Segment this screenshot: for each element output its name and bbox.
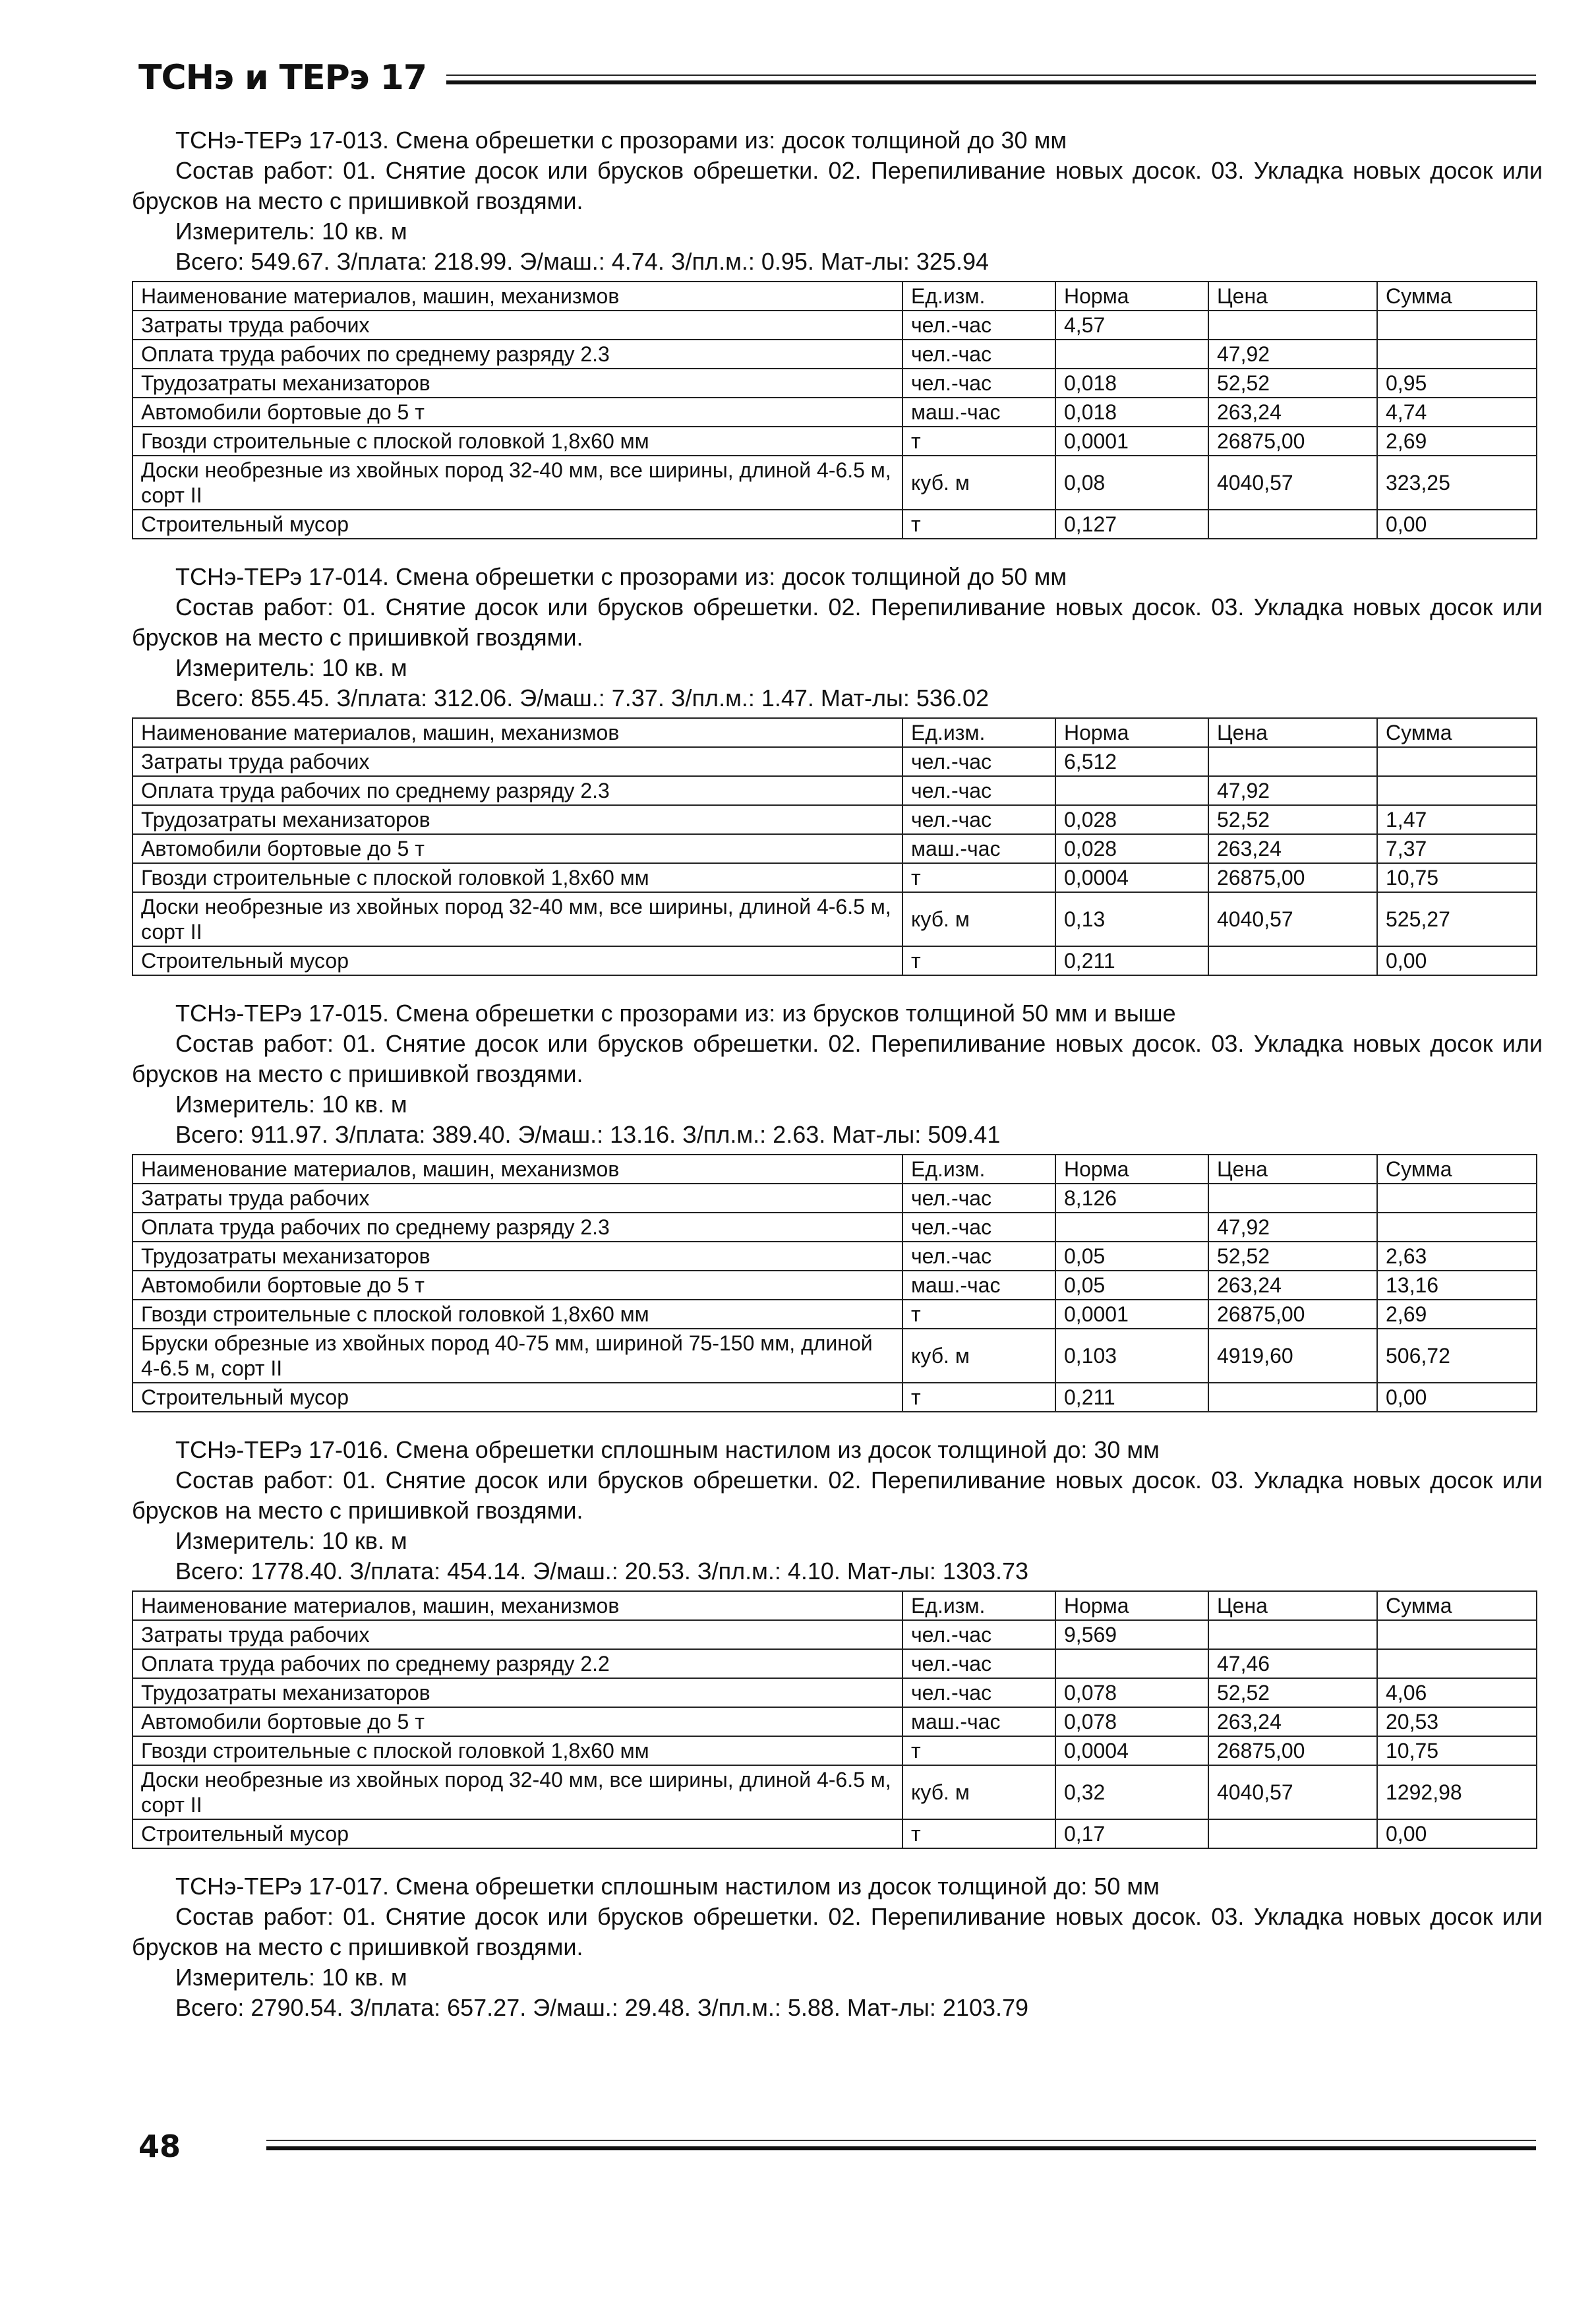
cell-price: 263,24: [1208, 1707, 1377, 1736]
footer-rule: [266, 2133, 1536, 2160]
cell-sum: 2,63: [1377, 1242, 1537, 1271]
cell-norm: 0,078: [1055, 1707, 1208, 1736]
table-row: [133, 427, 1537, 456]
table-row: [133, 1184, 1537, 1213]
cell-sum: [1377, 747, 1537, 776]
table-row: [133, 1707, 1537, 1736]
cell-name: Автомобили бортовые до 5 т: [133, 1271, 902, 1300]
cell-name: Трудозатраты механизаторов: [133, 369, 902, 398]
cell-price: 52,52: [1208, 1678, 1377, 1707]
page-number: 48: [138, 2129, 181, 2164]
cell-sum: [1377, 340, 1537, 369]
cell-unit: маш.-час: [902, 834, 1055, 863]
cell-name: Затраты труда рабочих: [133, 747, 902, 776]
cell-price: 26875,00: [1208, 1300, 1377, 1329]
cell-unit: т: [902, 427, 1055, 456]
cell-unit: чел.-час: [902, 805, 1055, 834]
section-title: ТСНэ-ТЕРэ 17-014. Смена обрешетки с прозорами из: досок толщиной до 50 мм: [175, 563, 1067, 590]
cell-unit: чел.-час: [902, 340, 1055, 369]
section-title: ТСНэ-ТЕРэ 17-016. Смена обрешетки сплошным настилом из досок толщиной до: 30 мм: [175, 1436, 1160, 1463]
cell-name: Строительный мусор: [133, 1383, 902, 1412]
cell-name: Затраты труда рабочих: [133, 1620, 902, 1649]
cell-sum: [1377, 311, 1537, 340]
cell-price: 52,52: [1208, 805, 1377, 834]
table-row: [133, 863, 1537, 892]
cell-sum: 506,72: [1377, 1329, 1537, 1383]
cell-unit: т: [902, 510, 1055, 539]
cell-unit: чел.-час: [902, 1678, 1055, 1707]
cell-unit: куб. м: [902, 1329, 1055, 1383]
resources-table: [132, 1590, 1537, 1849]
cell-sum: 10,75: [1377, 1736, 1537, 1765]
measure-unit: Измеритель: 10 кв. м: [175, 1091, 407, 1118]
cell-name: Оплата труда рабочих по среднему разряду 2.3: [133, 776, 902, 805]
table-row: [133, 1271, 1537, 1300]
cell-unit: маш.-час: [902, 398, 1055, 427]
table-row: [133, 1620, 1537, 1649]
cell-name: Трудозатраты механизаторов: [133, 1242, 902, 1271]
cell-norm: 0,32: [1055, 1765, 1208, 1819]
cell-sum: 0,00: [1377, 1819, 1537, 1848]
cost-totals: Всего: 855.45. З/плата: 312.06. Э/маш.: 7.37. З/пл.м.: 1.47. Мат-лы: 536.02: [175, 684, 989, 711]
cell-unit: чел.-час: [902, 1184, 1055, 1213]
header-rule-thin: [446, 75, 1536, 76]
column-header-norm: Норма: [1055, 282, 1208, 311]
page-footer: [138, 2120, 1536, 2173]
cell-norm: 0,018: [1055, 398, 1208, 427]
cell-norm: 0,05: [1055, 1271, 1208, 1300]
table-row: [133, 1213, 1537, 1242]
cell-name: Автомобили бортовые до 5 т: [133, 1707, 902, 1736]
cell-unit: чел.-час: [902, 1242, 1055, 1271]
cost-totals: Всего: 911.97. З/плата: 389.40. Э/маш.: 13.16. З/пл.м.: 2.63. Мат-лы: 509.41: [175, 1121, 1001, 1148]
cell-norm: 0,0004: [1055, 1736, 1208, 1765]
table-row: [133, 1242, 1537, 1271]
column-header-price: Цена: [1208, 282, 1377, 311]
cell-sum: [1377, 1649, 1537, 1678]
cell-price: 47,46: [1208, 1649, 1377, 1678]
cell-norm: 9,569: [1055, 1620, 1208, 1649]
column-header-sum: Сумма: [1377, 1155, 1537, 1184]
table-row: [133, 1765, 1537, 1819]
cell-unit: маш.-час: [902, 1271, 1055, 1300]
measure-unit: Измеритель: 10 кв. м: [175, 218, 407, 245]
cell-price: [1208, 1184, 1377, 1213]
cell-price: 263,24: [1208, 398, 1377, 427]
resources-table: [132, 717, 1537, 976]
cell-sum: 7,37: [1377, 834, 1537, 863]
cell-name: Оплата труда рабочих по среднему разряду 2.3: [133, 340, 902, 369]
cell-unit: чел.-час: [902, 369, 1055, 398]
table-row: [133, 946, 1537, 975]
table-row: [133, 340, 1537, 369]
cell-norm: 0,028: [1055, 834, 1208, 863]
cell-name: Строительный мусор: [133, 1819, 902, 1848]
measure-unit: Измеритель: 10 кв. м: [175, 1527, 407, 1554]
cell-price: [1208, 946, 1377, 975]
cell-price: [1208, 1620, 1377, 1649]
column-header-sum: Сумма: [1377, 282, 1537, 311]
cell-sum: 4,06: [1377, 1678, 1537, 1707]
table-row: [133, 747, 1537, 776]
header-rule: [446, 65, 1536, 91]
cell-sum: 0,95: [1377, 369, 1537, 398]
estimate-section: [132, 1435, 1543, 1849]
table-row: [133, 1300, 1537, 1329]
cell-unit: т: [902, 863, 1055, 892]
estimate-section: [132, 1871, 1543, 2023]
cell-name: Автомобили бортовые до 5 т: [133, 834, 902, 863]
cell-norm: [1055, 340, 1208, 369]
cell-norm: 0,018: [1055, 369, 1208, 398]
cell-norm: 0,08: [1055, 456, 1208, 510]
cell-sum: 2,69: [1377, 1300, 1537, 1329]
header-title: ТСНэ и ТЕРэ 17: [138, 58, 427, 98]
cell-unit: чел.-час: [902, 1620, 1055, 1649]
cell-norm: 8,126: [1055, 1184, 1208, 1213]
cell-sum: 0,00: [1377, 1383, 1537, 1412]
cell-name: Затраты труда рабочих: [133, 311, 902, 340]
column-header-name: Наименование материалов, машин, механизмов: [133, 282, 902, 311]
cell-price: 26875,00: [1208, 863, 1377, 892]
estimate-section: [132, 998, 1543, 1412]
column-header-price: Цена: [1208, 718, 1377, 747]
cell-price: 4919,60: [1208, 1329, 1377, 1383]
cell-name: Строительный мусор: [133, 510, 902, 539]
cell-price: 26875,00: [1208, 1736, 1377, 1765]
table-header-row: [133, 1591, 1537, 1620]
cell-name: Гвозди строительные с плоской головкой 1,8х60 мм: [133, 427, 902, 456]
cell-price: [1208, 1383, 1377, 1412]
column-header-sum: Сумма: [1377, 1591, 1537, 1620]
cell-name: Гвозди строительные с плоской головкой 1,8х60 мм: [133, 1300, 902, 1329]
table-header-row: [133, 718, 1537, 747]
column-header-norm: Норма: [1055, 718, 1208, 747]
cell-norm: 0,0001: [1055, 1300, 1208, 1329]
cell-name: Доски необрезные из хвойных пород 32-40 мм, все ширины, длиной 4-6.5 м, сорт II: [133, 456, 902, 510]
cell-price: 47,92: [1208, 1213, 1377, 1242]
cell-price: [1208, 747, 1377, 776]
cell-name: Бруски обрезные из хвойных пород 40-75 мм, шириной 75-150 мм, длиной 4-6.5 м, сорт II: [133, 1329, 902, 1383]
cell-norm: 0,05: [1055, 1242, 1208, 1271]
estimate-section: [132, 562, 1543, 976]
cell-price: [1208, 311, 1377, 340]
work-composition: Состав работ: 01. Снятие досок или брусков обрешетки. 02. Перепиливание новых досок. 03. Укладка новых досок или брусков на место с пришивкой гвоздями.: [132, 1466, 1543, 1524]
cell-name: Оплата труда рабочих по среднему разряду 2.3: [133, 1213, 902, 1242]
cell-norm: [1055, 776, 1208, 805]
work-composition: Состав работ: 01. Снятие досок или брусков обрешетки. 02. Перепиливание новых досок. 03. Укладка новых досок или брусков на место с пришивкой гвоздями.: [132, 1030, 1543, 1087]
cell-sum: 525,27: [1377, 892, 1537, 946]
cell-sum: 4,74: [1377, 398, 1537, 427]
resources-table: [132, 281, 1537, 539]
cell-norm: 0,028: [1055, 805, 1208, 834]
cell-sum: 0,00: [1377, 946, 1537, 975]
cell-name: Трудозатраты механизаторов: [133, 1678, 902, 1707]
cell-unit: куб. м: [902, 892, 1055, 946]
column-header-norm: Норма: [1055, 1591, 1208, 1620]
cell-price: 4040,57: [1208, 892, 1377, 946]
cell-sum: 323,25: [1377, 456, 1537, 510]
cell-sum: 13,16: [1377, 1271, 1537, 1300]
column-header-norm: Норма: [1055, 1155, 1208, 1184]
cell-norm: 0,0001: [1055, 427, 1208, 456]
cost-totals: Всего: 2790.54. З/плата: 657.27. Э/маш.: 29.48. З/пл.м.: 5.88. Мат-лы: 2103.79: [175, 1994, 1029, 2021]
cell-price: 52,52: [1208, 1242, 1377, 1271]
cell-sum: 0,00: [1377, 510, 1537, 539]
cell-unit: чел.-час: [902, 1649, 1055, 1678]
column-header-price: Цена: [1208, 1591, 1377, 1620]
cell-norm: 0,078: [1055, 1678, 1208, 1707]
column-header-sum: Сумма: [1377, 718, 1537, 747]
table-header-row: [133, 282, 1537, 311]
cell-price: 52,52: [1208, 369, 1377, 398]
table-row: [133, 805, 1537, 834]
cell-price: 4040,57: [1208, 1765, 1377, 1819]
table-row: [133, 456, 1537, 510]
cell-norm: 0,13: [1055, 892, 1208, 946]
column-header-unit: Ед.изм.: [902, 1155, 1055, 1184]
page-header: [138, 51, 1536, 104]
cell-sum: 10,75: [1377, 863, 1537, 892]
table-row: [133, 1736, 1537, 1765]
column-header-price: Цена: [1208, 1155, 1377, 1184]
table-row: [133, 1819, 1537, 1848]
cell-unit: куб. м: [902, 456, 1055, 510]
table-row: [133, 834, 1537, 863]
cell-name: Трудозатраты механизаторов: [133, 805, 902, 834]
table-row: [133, 1383, 1537, 1412]
cell-price: 47,92: [1208, 776, 1377, 805]
measure-unit: Измеритель: 10 кв. м: [175, 1964, 407, 1991]
table-row: [133, 776, 1537, 805]
header-rule-thick: [446, 80, 1536, 84]
table-row: [133, 311, 1537, 340]
section-title: ТСНэ-ТЕРэ 17-015. Смена обрешетки с прозорами из: из брусков толщиной 50 мм и выше: [175, 1000, 1176, 1027]
cell-price: 26875,00: [1208, 427, 1377, 456]
cell-norm: [1055, 1213, 1208, 1242]
cell-name: Автомобили бортовые до 5 т: [133, 398, 902, 427]
cell-price: 263,24: [1208, 1271, 1377, 1300]
cell-norm: 0,127: [1055, 510, 1208, 539]
cell-norm: 4,57: [1055, 311, 1208, 340]
cell-norm: 0,0004: [1055, 863, 1208, 892]
table-row: [133, 1649, 1537, 1678]
column-header-name: Наименование материалов, машин, механизмов: [133, 718, 902, 747]
cell-unit: чел.-час: [902, 776, 1055, 805]
cell-name: Строительный мусор: [133, 946, 902, 975]
measure-unit: Измеритель: 10 кв. м: [175, 654, 407, 681]
cell-sum: [1377, 776, 1537, 805]
cell-sum: 20,53: [1377, 1707, 1537, 1736]
cell-sum: [1377, 1184, 1537, 1213]
table-header-row: [133, 1155, 1537, 1184]
resources-table: [132, 1154, 1537, 1412]
cell-sum: 1,47: [1377, 805, 1537, 834]
cell-unit: т: [902, 1383, 1055, 1412]
cell-name: Гвозди строительные с плоской головкой 1,8х60 мм: [133, 1736, 902, 1765]
column-header-unit: Ед.изм.: [902, 282, 1055, 311]
cell-unit: куб. м: [902, 1765, 1055, 1819]
cell-name: Затраты труда рабочих: [133, 1184, 902, 1213]
cell-norm: 0,211: [1055, 1383, 1208, 1412]
cell-name: Доски необрезные из хвойных пород 32-40 мм, все ширины, длиной 4-6.5 м, сорт II: [133, 892, 902, 946]
cell-unit: чел.-час: [902, 747, 1055, 776]
cell-sum: [1377, 1213, 1537, 1242]
cell-unit: чел.-час: [902, 1213, 1055, 1242]
column-header-name: Наименование материалов, машин, механизмов: [133, 1591, 902, 1620]
table-row: [133, 369, 1537, 398]
cell-unit: маш.-час: [902, 1707, 1055, 1736]
column-header-unit: Ед.изм.: [902, 718, 1055, 747]
footer-rule-thin: [266, 2140, 1536, 2141]
cell-price: 263,24: [1208, 834, 1377, 863]
cell-sum: [1377, 1620, 1537, 1649]
cell-unit: т: [902, 946, 1055, 975]
table-row: [133, 1329, 1537, 1383]
work-composition: Состав работ: 01. Снятие досок или брусков обрешетки. 02. Перепиливание новых досок. 03. Укладка новых досок или брусков на место с пришивкой гвоздями.: [132, 593, 1543, 651]
table-row: [133, 1678, 1537, 1707]
cell-unit: т: [902, 1300, 1055, 1329]
cell-norm: 0,103: [1055, 1329, 1208, 1383]
cell-name: Доски необрезные из хвойных пород 32-40 мм, все ширины, длиной 4-6.5 м, сорт II: [133, 1765, 902, 1819]
cell-unit: т: [902, 1819, 1055, 1848]
cell-norm: [1055, 1649, 1208, 1678]
cost-totals: Всего: 549.67. З/плата: 218.99. Э/маш.: 4.74. З/пл.м.: 0.95. Мат-лы: 325.94: [175, 248, 989, 275]
cell-unit: т: [902, 1736, 1055, 1765]
cell-price: 4040,57: [1208, 456, 1377, 510]
section-title: ТСНэ-ТЕРэ 17-013. Смена обрешетки с прозорами из: досок толщиной до 30 мм: [175, 127, 1067, 154]
cell-price: [1208, 1819, 1377, 1848]
table-row: [133, 892, 1537, 946]
cell-norm: 6,512: [1055, 747, 1208, 776]
column-header-name: Наименование материалов, машин, механизмов: [133, 1155, 902, 1184]
section-title: ТСНэ-ТЕРэ 17-017. Смена обрешетки сплошным настилом из досок толщиной до: 50 мм: [175, 1873, 1160, 1900]
cell-norm: 0,211: [1055, 946, 1208, 975]
document-body: [132, 125, 1543, 2045]
table-row: [133, 510, 1537, 539]
cell-price: 47,92: [1208, 340, 1377, 369]
work-composition: Состав работ: 01. Снятие досок или брусков обрешетки. 02. Перепиливание новых досок. 03. Укладка новых досок или брусков на место с пришивкой гвоздями.: [132, 157, 1543, 214]
column-header-unit: Ед.изм.: [902, 1591, 1055, 1620]
table-row: [133, 398, 1537, 427]
cell-price: [1208, 510, 1377, 539]
cell-norm: 0,17: [1055, 1819, 1208, 1848]
cell-sum: 2,69: [1377, 427, 1537, 456]
work-composition: Состав работ: 01. Снятие досок или брусков обрешетки. 02. Перепиливание новых досок. 03. Укладка новых досок или брусков на место с пришивкой гвоздями.: [132, 1903, 1543, 1960]
cell-name: Гвозди строительные с плоской головкой 1,8х60 мм: [133, 863, 902, 892]
estimate-section: [132, 125, 1543, 539]
cell-sum: 1292,98: [1377, 1765, 1537, 1819]
cost-totals: Всего: 1778.40. З/плата: 454.14. Э/маш.: 20.53. З/пл.м.: 4.10. Мат-лы: 1303.73: [175, 1557, 1029, 1585]
footer-rule-thick: [266, 2146, 1536, 2150]
cell-unit: чел.-час: [902, 311, 1055, 340]
cell-name: Оплата труда рабочих по среднему разряду 2.2: [133, 1649, 902, 1678]
